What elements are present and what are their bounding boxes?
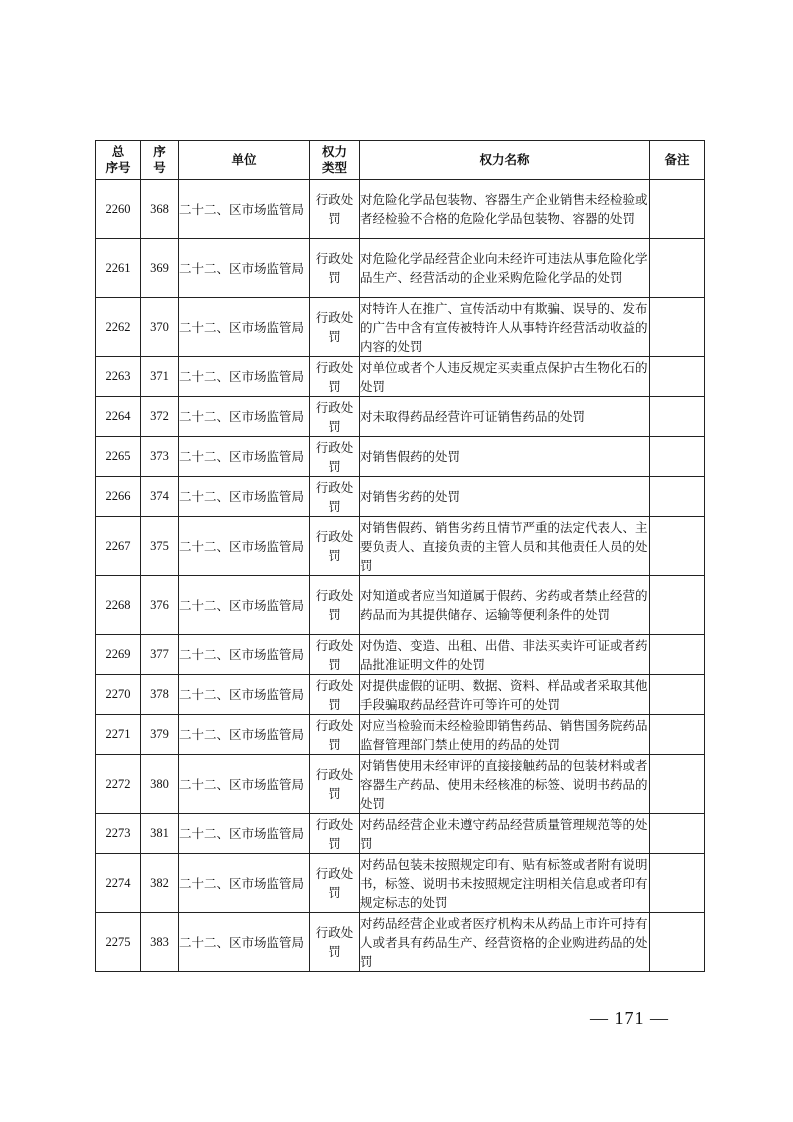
seq-index-cell: 375	[141, 517, 179, 576]
header-power-type: 权力 类型	[310, 141, 360, 180]
power-name-cell: 对药品包装未按照规定印有、贴有标签或者附有说明书，标签、说明书未按照规定注明相关信息或者印有规定标志的处罚	[360, 854, 650, 913]
table-row	[96, 437, 705, 477]
power-name-cell: 对危险化学品包装物、容器生产企业销售未经检验或者经检验不合格的危险化学品包装物、容器的处罚	[360, 180, 650, 239]
total-index-cell: 2267	[96, 517, 141, 576]
table-row	[96, 755, 705, 814]
power-type-cell: 行政处罚	[310, 576, 360, 635]
total-index-cell: 2260	[96, 180, 141, 239]
power-type-cell: 行政处罚	[310, 913, 360, 972]
unit-cell: 二十二、区市场监管局	[179, 913, 310, 972]
power-type-cell: 行政处罚	[310, 239, 360, 298]
remark-cell	[650, 357, 705, 397]
power-name-cell: 对药品经营企业未遵守药品经营质量管理规范等的处罚	[360, 814, 650, 854]
power-type-cell: 行政处罚	[310, 437, 360, 477]
seq-index-cell: 377	[141, 635, 179, 675]
seq-index-cell: 371	[141, 357, 179, 397]
seq-index-cell: 379	[141, 715, 179, 755]
unit-cell: 二十二、区市场监管局	[179, 715, 310, 755]
total-index-cell: 2268	[96, 576, 141, 635]
unit-cell: 二十二、区市场监管局	[179, 397, 310, 437]
power-type-cell: 行政处罚	[310, 298, 360, 357]
total-index-cell: 2261	[96, 239, 141, 298]
power-type-cell: 行政处罚	[310, 814, 360, 854]
table-row	[96, 239, 705, 298]
page-number: — 171 —	[590, 1008, 669, 1028]
unit-cell: 二十二、区市场监管局	[179, 357, 310, 397]
total-index-cell: 2262	[96, 298, 141, 357]
unit-cell: 二十二、区市场监管局	[179, 517, 310, 576]
total-index-cell: 2275	[96, 913, 141, 972]
header-total-index: 总 序号	[96, 141, 141, 180]
remark-cell	[650, 715, 705, 755]
power-type-cell: 行政处罚	[310, 180, 360, 239]
seq-index-cell: 370	[141, 298, 179, 357]
remark-cell	[650, 635, 705, 675]
table-row	[96, 913, 705, 972]
remark-cell	[650, 180, 705, 239]
table-row	[96, 180, 705, 239]
remark-cell	[650, 298, 705, 357]
table-row	[96, 715, 705, 755]
total-index-cell: 2265	[96, 437, 141, 477]
table-row	[96, 357, 705, 397]
remark-cell	[650, 913, 705, 972]
power-name-cell: 对危险化学品经营企业向未经许可违法从事危险化学品生产、经营活动的企业采购危险化学品的处罚	[360, 239, 650, 298]
remark-cell	[650, 854, 705, 913]
table-row	[96, 298, 705, 357]
power-name-cell: 对销售假药的处罚	[360, 437, 650, 477]
total-index-cell: 2266	[96, 477, 141, 517]
table-row	[96, 576, 705, 635]
remark-cell	[650, 239, 705, 298]
power-name-cell: 对单位或者个人违反规定买卖重点保护古生物化石的处罚	[360, 357, 650, 397]
power-name-cell: 对药品经营企业或者医疗机构未从药品上市许可持有人或者具有药品生产、经营资格的企业购进药品的处罚	[360, 913, 650, 972]
total-index-cell: 2263	[96, 357, 141, 397]
total-index-cell: 2271	[96, 715, 141, 755]
table-header-row	[96, 141, 705, 180]
authority-list-table	[95, 140, 705, 972]
table-row	[96, 477, 705, 517]
header-unit: 单位	[179, 141, 310, 180]
power-type-cell: 行政处罚	[310, 517, 360, 576]
power-name-cell: 对销售使用未经审评的直接接触药品的包装材料或者容器生产药品、使用未经核准的标签、说明书药品的处罚	[360, 755, 650, 814]
table-row	[96, 814, 705, 854]
seq-index-cell: 374	[141, 477, 179, 517]
unit-cell: 二十二、区市场监管局	[179, 180, 310, 239]
table-row	[96, 635, 705, 675]
seq-index-cell: 369	[141, 239, 179, 298]
unit-cell: 二十二、区市场监管局	[179, 635, 310, 675]
remark-cell	[650, 437, 705, 477]
unit-cell: 二十二、区市场监管局	[179, 854, 310, 913]
remark-cell	[650, 477, 705, 517]
power-type-cell: 行政处罚	[310, 854, 360, 913]
unit-cell: 二十二、区市场监管局	[179, 576, 310, 635]
remark-cell	[650, 814, 705, 854]
seq-index-cell: 376	[141, 576, 179, 635]
power-type-cell: 行政处罚	[310, 397, 360, 437]
seq-index-cell: 373	[141, 437, 179, 477]
power-name-cell: 对应当检验而未经检验即销售药品、销售国务院药品监督管理部门禁止使用的药品的处罚	[360, 715, 650, 755]
seq-index-cell: 383	[141, 913, 179, 972]
total-index-cell: 2269	[96, 635, 141, 675]
seq-index-cell: 380	[141, 755, 179, 814]
power-type-cell: 行政处罚	[310, 755, 360, 814]
remark-cell	[650, 517, 705, 576]
power-type-cell: 行政处罚	[310, 675, 360, 715]
remark-cell	[650, 576, 705, 635]
total-index-cell: 2270	[96, 675, 141, 715]
unit-cell: 二十二、区市场监管局	[179, 437, 310, 477]
power-name-cell: 对伪造、变造、出租、出借、非法买卖许可证或者药品批准证明文件的处罚	[360, 635, 650, 675]
header-seq-index: 序 号	[141, 141, 179, 180]
power-type-cell: 行政处罚	[310, 357, 360, 397]
unit-cell: 二十二、区市场监管局	[179, 814, 310, 854]
total-index-cell: 2272	[96, 755, 141, 814]
power-type-cell: 行政处罚	[310, 477, 360, 517]
power-name-cell: 对未取得药品经营许可证销售药品的处罚	[360, 397, 650, 437]
unit-cell: 二十二、区市场监管局	[179, 239, 310, 298]
total-index-cell: 2264	[96, 397, 141, 437]
unit-cell: 二十二、区市场监管局	[179, 755, 310, 814]
unit-cell: 二十二、区市场监管局	[179, 298, 310, 357]
total-index-cell: 2273	[96, 814, 141, 854]
total-index-cell: 2274	[96, 854, 141, 913]
seq-index-cell: 378	[141, 675, 179, 715]
table-row	[96, 854, 705, 913]
table-row	[96, 517, 705, 576]
power-type-cell: 行政处罚	[310, 635, 360, 675]
remark-cell	[650, 755, 705, 814]
power-name-cell: 对销售假药、销售劣药且情节严重的法定代表人、主要负责人、直接负责的主管人员和其他责任人员的处罚	[360, 517, 650, 576]
remark-cell	[650, 397, 705, 437]
power-name-cell: 对销售劣药的处罚	[360, 477, 650, 517]
remark-cell	[650, 675, 705, 715]
power-name-cell: 对提供虚假的证明、数据、资料、样品或者采取其他手段骗取药品经营许可等许可的处罚	[360, 675, 650, 715]
header-power-name: 权力名称	[360, 141, 650, 180]
header-remark: 备注	[650, 141, 705, 180]
table-row	[96, 675, 705, 715]
seq-index-cell: 382	[141, 854, 179, 913]
seq-index-cell: 381	[141, 814, 179, 854]
power-name-cell: 对知道或者应当知道属于假药、劣药或者禁止经营的药品而为其提供储存、运输等便利条件的处罚	[360, 576, 650, 635]
seq-index-cell: 372	[141, 397, 179, 437]
table-row	[96, 397, 705, 437]
unit-cell: 二十二、区市场监管局	[179, 477, 310, 517]
seq-index-cell: 368	[141, 180, 179, 239]
power-name-cell: 对特许人在推广、宣传活动中有欺骗、误导的、发布的广告中含有宣传被特许人从事特许经营活动收益的内容的处罚	[360, 298, 650, 357]
power-type-cell: 行政处罚	[310, 715, 360, 755]
unit-cell: 二十二、区市场监管局	[179, 675, 310, 715]
